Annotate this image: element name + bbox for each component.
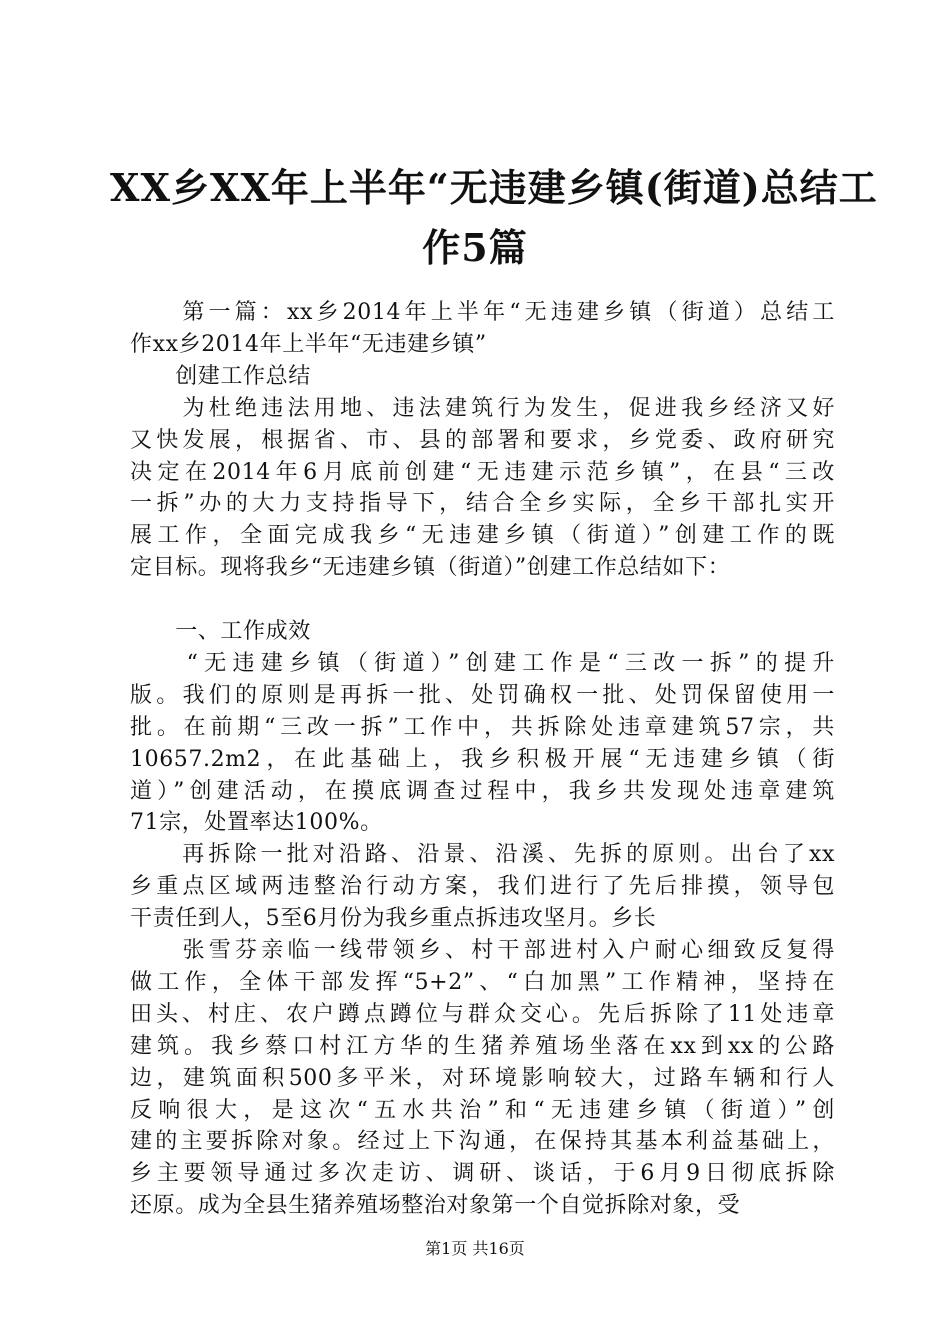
body-line: 版。我们的原则是再拆一批、处罚确权一批、处罚保留使用一 xyxy=(130,682,835,708)
body-line: “无违建乡镇（街道）”创建工作是“三改一拆”的提升 xyxy=(130,650,835,676)
body-line: 创建工作总结 xyxy=(130,363,311,389)
body-line: 乡主要领导通过多次走访、调研、谈话，于6月9日彻底拆除 xyxy=(130,1161,835,1187)
body-line: 边，建筑面积500多平米，对环境影响较大，过路车辆和行人 xyxy=(130,1065,835,1091)
body-line: 乡重点区域两违整治行动方案，我们进行了先后排摸，领导包 xyxy=(130,874,835,900)
body-line: 又快发展，根据省、市、县的部署和要求，乡党委、政府研究 xyxy=(130,427,835,453)
body-line: 建筑。我乡蔡口村江方华的生猪养殖场坐落在xx到xx的公路 xyxy=(130,1033,835,1059)
body-line: 71宗，处置率达100%。 xyxy=(130,810,383,836)
body-line: 张雪芬亲临一线带领乡、村干部进村入户耐心细致反复得 xyxy=(130,938,835,963)
body-line: 田头、村庄、农户蹲点蹲位与群众交心。先后拆除了11处违章 xyxy=(130,1001,835,1027)
body-line: 干责任到人，5至6月份为我乡重点拆违攻坚月。乡长 xyxy=(130,906,657,932)
body-line: 为杜绝违法用地、违法建筑行为发生，促进我乡经济又好 xyxy=(130,395,835,421)
body-line: 定目标。现将我乡“无违建乡镇（街道）”创建工作总结如下： xyxy=(130,555,731,581)
body-line: 作xx乡2014年上半年“无违建乡镇” xyxy=(130,331,487,357)
body-line: 10657.2m2，在此基础上，我乡积极开展“无违建乡镇（街 xyxy=(130,746,835,772)
body-line: 批。在前期“三改一拆”工作中，共拆除处违章建筑57宗，共 xyxy=(130,714,835,740)
body-line xyxy=(130,584,835,616)
body-line: 还原。成为全县生猪养殖场整治对象第一个自觉拆除对象，受 xyxy=(130,1193,741,1219)
body-line: 一拆”办的大力支持指导下，结合全乡实际，全乡干部扎实开 xyxy=(130,491,835,517)
body-line: 建的主要拆除对象。经过上下沟通，在保持其基本利益基础上， xyxy=(130,1129,835,1155)
body-line: 再拆除一批对沿路、沿景、沿溪、先拆的原则。出台了xx xyxy=(130,842,835,868)
document-title-line-2: 作5篇 xyxy=(422,225,528,270)
body-line: 决定在2014年6月底前创建“无违建示范乡镇”，在县“三改 xyxy=(130,459,835,485)
page-footer: 第1页 共16页 xyxy=(425,1239,525,1258)
body-line: 一、工作成效 xyxy=(130,619,311,644)
body-line: 道）”创建活动，在摸底调查过程中，我乡共发现处违章建筑 xyxy=(130,778,835,804)
body-line: 反响很大，是这次“五水共治”和“无违建乡镇（街道）”创 xyxy=(130,1097,835,1123)
body-line: 做工作，全体干部发挥“5+2”、“白加黑”工作精神，坚持在 xyxy=(130,969,835,995)
body-line: 第一篇：xx乡2014年上半年“无违建乡镇（街道）总结工 xyxy=(130,300,835,325)
body-line: 展工作，全面完成我乡“无违建乡镇（街道）”创建工作的既 xyxy=(130,523,835,549)
document-title-line-1: XX乡XX年上半年“无违建乡镇(街道)总结工 xyxy=(110,165,878,210)
